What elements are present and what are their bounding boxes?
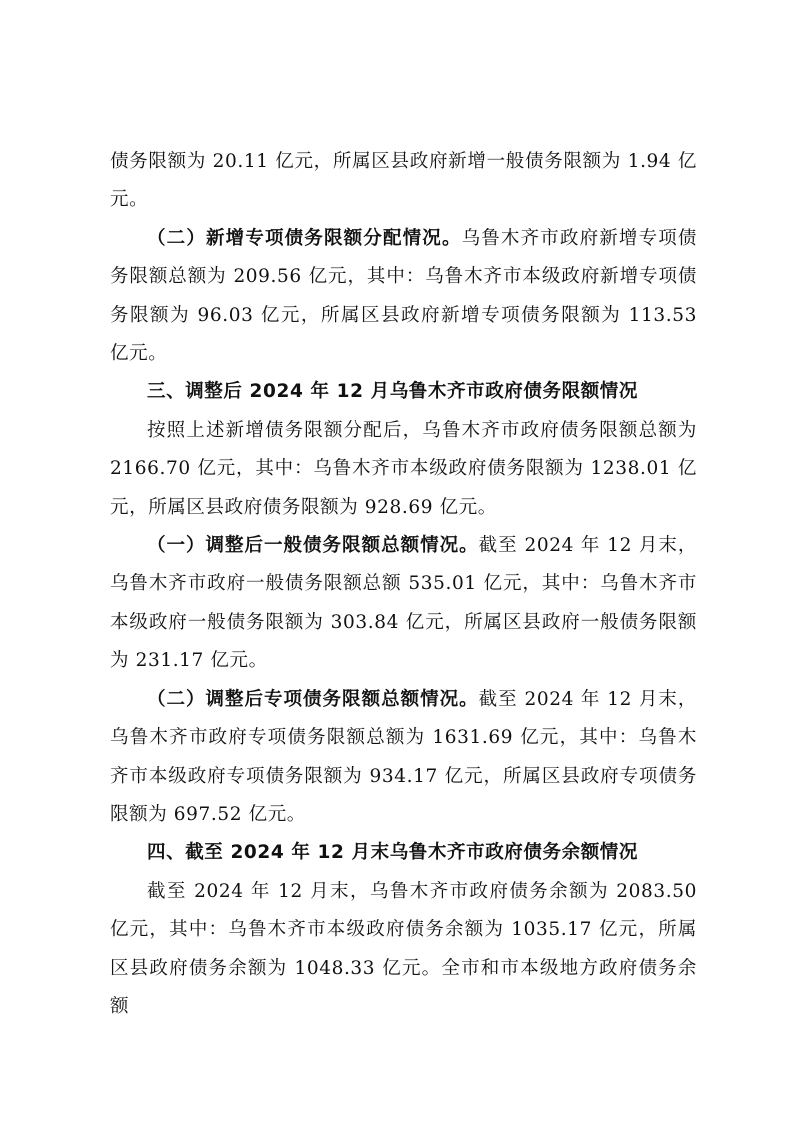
paragraph-text: 债务限额为 20.11 亿元，所属区县政府新增一般债务限额为 1.94 亿元。 — [110, 151, 697, 211]
paragraph-text: 按照上述新增债务限额分配后，乌鲁木齐市政府债务限额总额为 2166.70 亿元，其中：乌鲁木齐市本级政府债务限额为 1238.01 亿元，所属区县政府债务限额为 928.69 亿元。 — [110, 419, 697, 518]
paragraph-new-special-debt — [110, 220, 697, 374]
paragraph-text: 截至 2024 年 12 月末，乌鲁木齐市政府一般债务限额总额 535.01 亿元，其中：乌鲁木齐市本级政府一般债务限额为 303.84 亿元，所属区县政府一般债务限额为 231.17 亿元。 — [110, 535, 698, 672]
paragraph-adjusted-general-debt — [110, 527, 697, 681]
paragraph-lead: （一）调整后一般债务限额总额情况。 — [147, 535, 479, 557]
paragraph-lead: （二）调整后专项债务限额总额情况。 — [147, 688, 479, 710]
paragraph-adjusted-special-debt — [110, 681, 697, 835]
paragraph-text: 截至 2024 年 12 月末，乌鲁木齐市政府专项债务限额总额为 1631.69 亿元，其中：乌鲁木齐市本级政府专项债务限额为 934.17 亿元，所属区县政府专项债务限额为 697.52 亿元。 — [110, 688, 698, 825]
paragraph-general-debt-continued — [110, 143, 697, 220]
section-heading-adjusted-limits: 三、调整后 2024 年 12 月乌鲁木齐市政府债务限额情况 — [147, 381, 638, 403]
paragraph-text: 截至 2024 年 12 月末，乌鲁木齐市政府债务余额为 2083.50 亿元，其中：乌鲁木齐市本级政府债务余额为 1035.17 亿元，所属区县政府债务余额为 1048.33 亿元。全市和市本级地方政府债务余额 — [110, 880, 697, 1017]
section-heading-debt-balance: 四、截至 2024 年 12 月末乌鲁木齐市政府债务余额情况 — [147, 842, 638, 864]
paragraph-text: 乌鲁木齐市政府新增专项债务限额总额为 209.56 亿元，其中：乌鲁木齐市本级政府新增专项债务限额为 96.03 亿元，所属区县政府新增专项债务限额为 113.53 亿元。 — [110, 227, 697, 365]
document-body — [110, 143, 697, 1026]
paragraph-lead: （二）新增专项债务限额分配情况。 — [147, 227, 462, 249]
paragraph-adjusted-total — [110, 412, 697, 527]
paragraph-debt-balance — [110, 873, 697, 1027]
